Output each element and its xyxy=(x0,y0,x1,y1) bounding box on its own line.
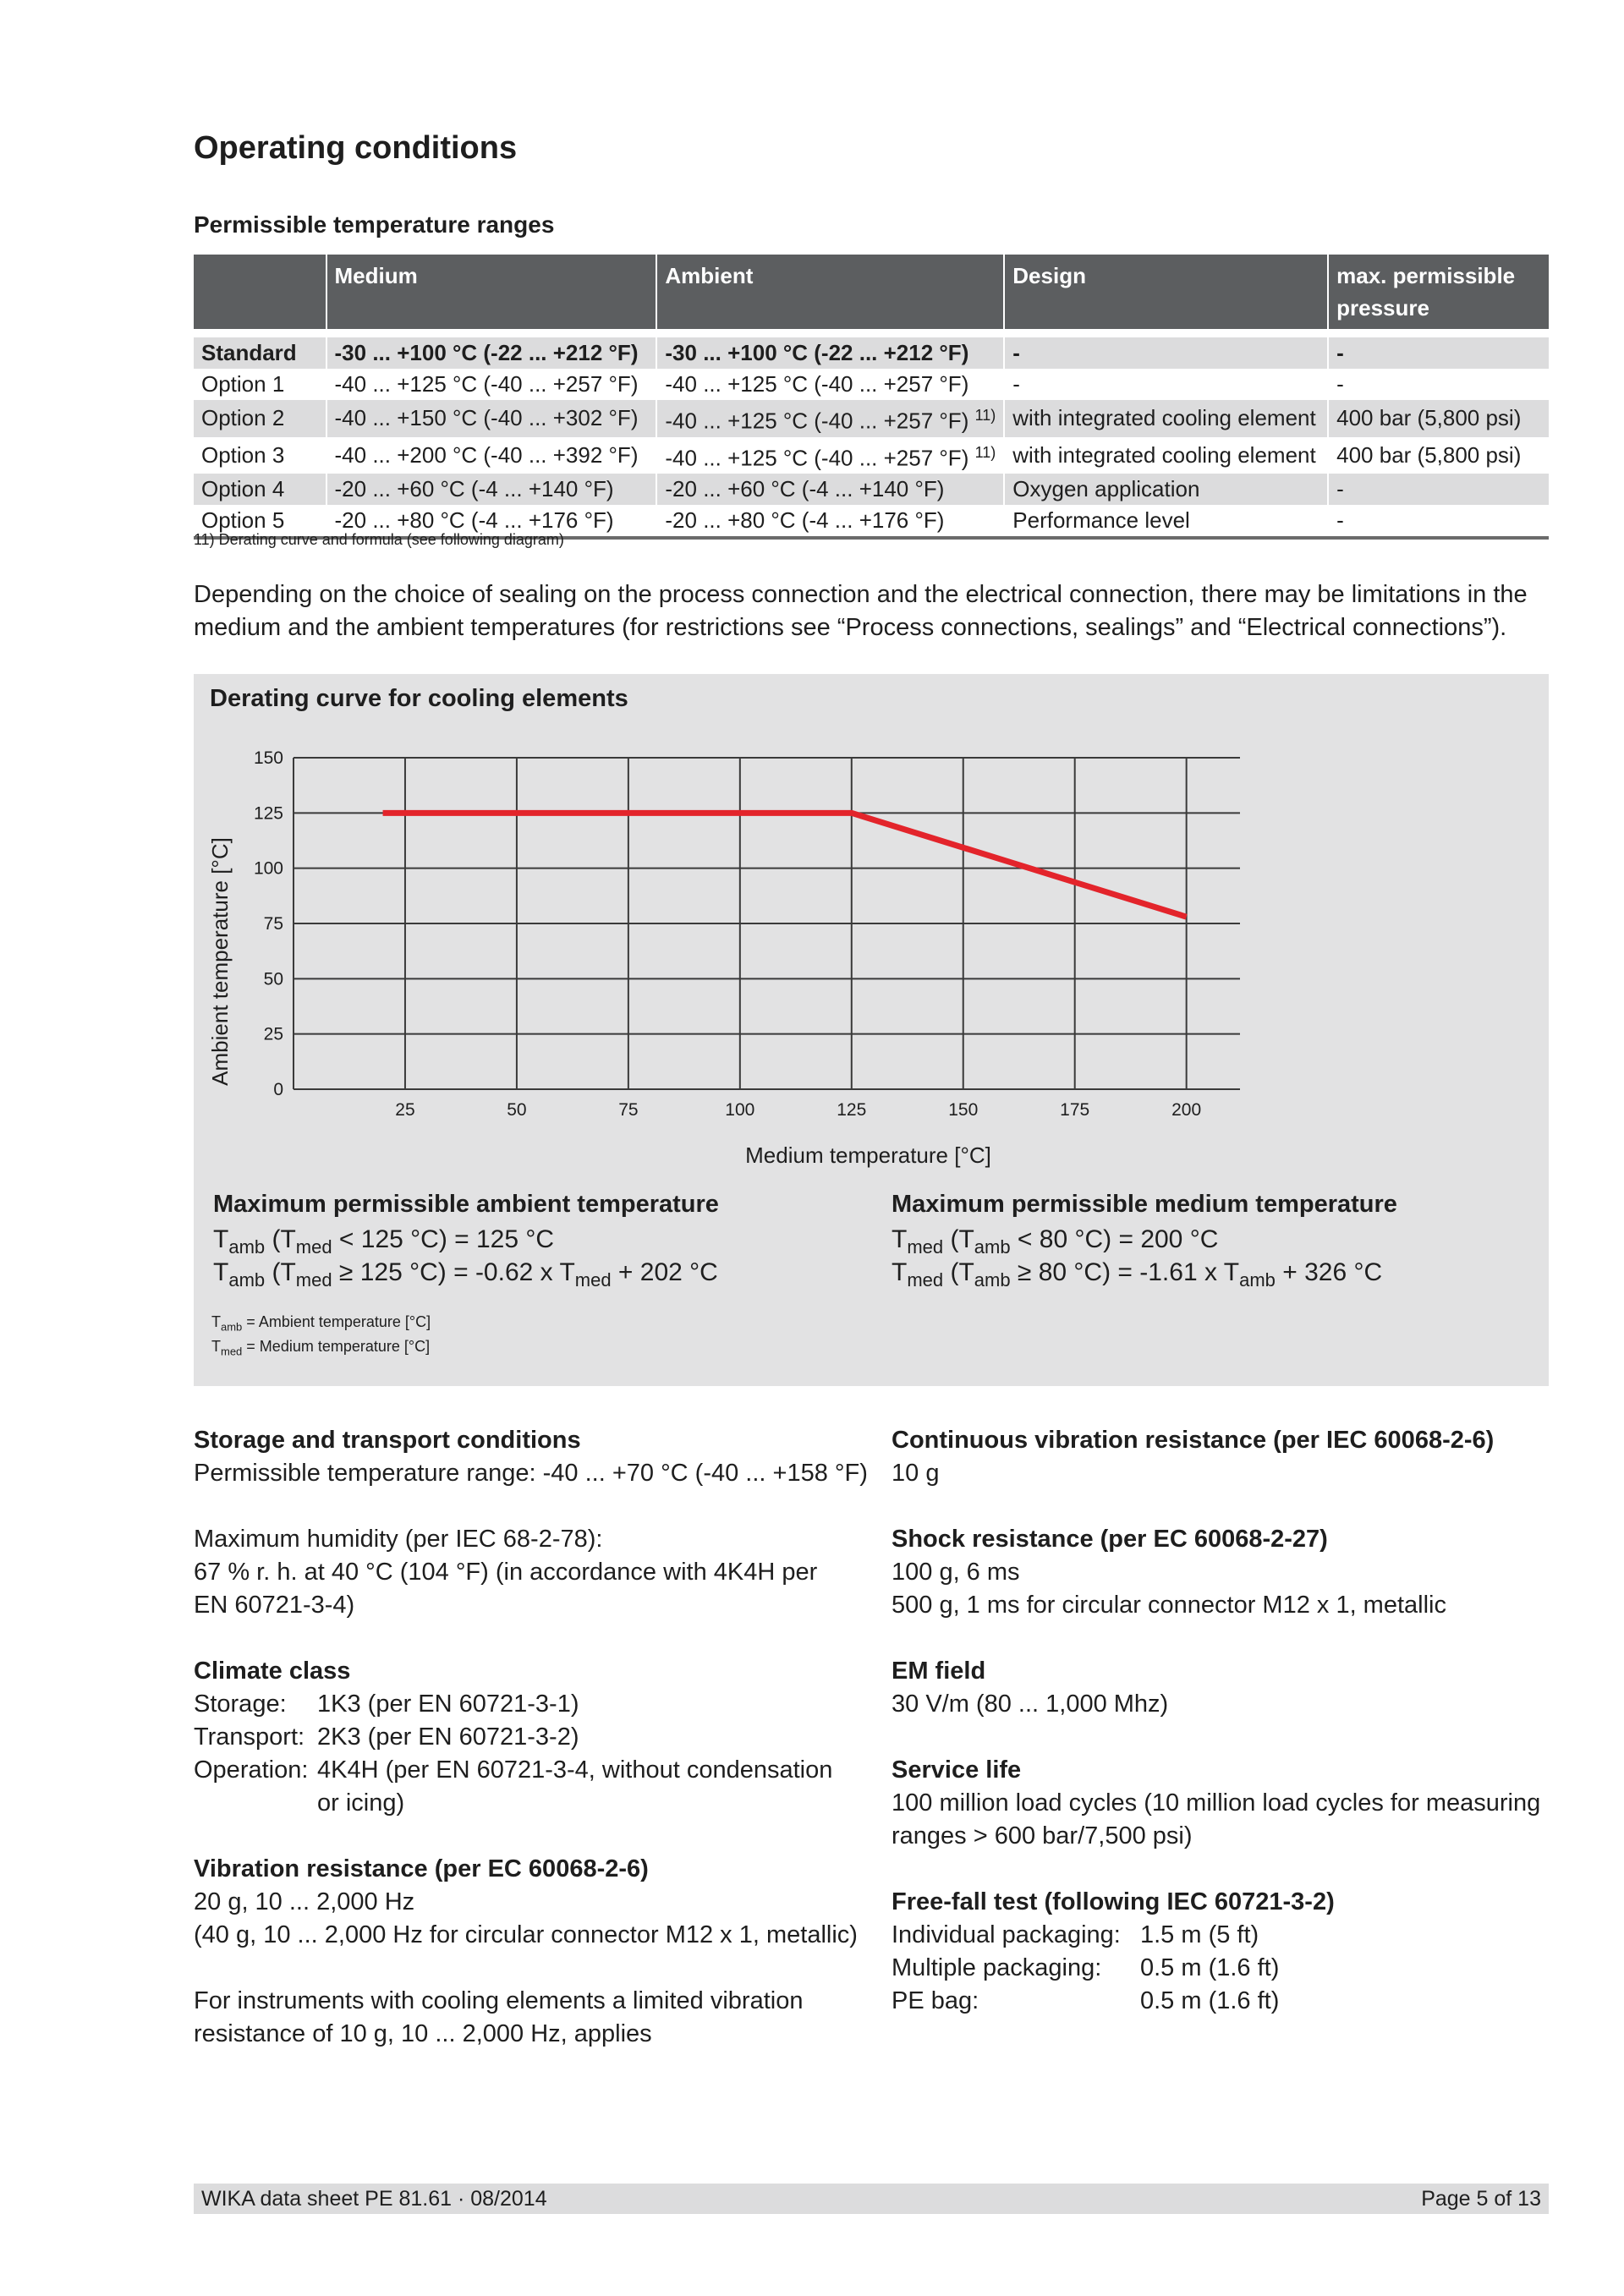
legend-med: $T_{med}$ = Medium temperature [°C] xyxy=(211,1337,431,1358)
freefall-value: 0.5 m (1.6 ft) xyxy=(1140,1987,1280,2014)
em-title: EM field xyxy=(892,1658,986,1685)
cvib-text: 10 g xyxy=(892,1460,940,1487)
derating-chart xyxy=(194,727,1549,1184)
climate-list xyxy=(194,1688,870,1820)
left-column xyxy=(194,1424,870,2051)
formula-left-title: Maximum permissible ambient temperature xyxy=(213,1191,719,1218)
formula-right-line-2: $T_{med}$ ($T_{amb} \ge 80$ °C) = -1.61 x $T_{amb} + 326$ °C xyxy=(892,1258,1383,1290)
y-tick-label: 50 xyxy=(263,969,283,989)
intro-paragraph: Depending on the choice of sealing on the process connection and the electrical connection, there may be limitations in the medium and the ambient temperatures (for restrictions see “Process connections, sealings” and “Electrical connections”). xyxy=(194,581,1528,641)
y-tick-label: 100 xyxy=(253,858,283,879)
page-footer xyxy=(194,2184,1549,2214)
table-cell: - xyxy=(1328,505,1549,538)
chart-title: Derating curve for cooling elements xyxy=(210,685,628,712)
x-tick-label: 150 xyxy=(948,1100,979,1120)
table-cell: Option 2 xyxy=(194,400,326,437)
table-cell: - xyxy=(1004,337,1328,369)
climate-value: 2K3 (per EN 60721-3-2) xyxy=(317,1723,579,1751)
y-tick-label: 150 xyxy=(253,748,283,768)
table-cell: -30 ... +100 °C (-22 ... +212 °F) xyxy=(656,337,1004,369)
freefall-label: Multiple packaging: xyxy=(892,1954,1102,1981)
y-tick-label: 125 xyxy=(253,803,283,824)
table-cell: - xyxy=(1004,369,1328,400)
legend-amb: $T_{amb}$ = Ambient temperature [°C] xyxy=(211,1313,431,1334)
shock-text-1: 100 g, 6 ms xyxy=(892,1559,1020,1586)
x-tick-label: 100 xyxy=(725,1100,755,1120)
climate-value: 4K4H (per EN 60721-3-4, without condensation or icing) xyxy=(317,1756,833,1817)
table-cell: -20 ... +80 °C (-4 ... +176 °F) xyxy=(326,505,657,538)
table-cell: 400 bar (5,800 psi) xyxy=(1328,437,1549,474)
table-row xyxy=(194,337,1549,369)
climate-title: Climate class xyxy=(194,1658,351,1685)
col-header-ambient: Ambient xyxy=(656,255,1004,329)
life-title: Service life xyxy=(892,1756,1022,1784)
climate-label: Transport: xyxy=(194,1723,305,1751)
table-cell: -20 ... +80 °C (-4 ... +176 °F) xyxy=(656,505,1004,538)
freefall-list xyxy=(892,1919,1560,2018)
shock-text-2: 500 g, 1 ms for circular connector M12 x 1, metallic xyxy=(892,1592,1446,1619)
formula-left-line-1: $T_{amb}$ ($T_{med} < 125$ °C) = 125 °C xyxy=(213,1225,555,1258)
table-cell: -30 ... +100 °C (-22 ... +212 °F) xyxy=(326,337,657,369)
table-cell: Option 1 xyxy=(194,369,326,400)
formula-right-line-1: $T_{med}$ ($T_{amb} < 80$ °C) = 200 °C xyxy=(892,1225,1219,1258)
x-tick-label: 200 xyxy=(1171,1100,1202,1120)
formula-legend xyxy=(211,1312,431,1361)
y-tick-label: 25 xyxy=(263,1024,283,1044)
x-tick-label: 125 xyxy=(837,1100,867,1120)
temperature-table xyxy=(194,255,1549,540)
table-cell: with integrated cooling element xyxy=(1004,437,1328,474)
y-tick-label: 0 xyxy=(273,1080,283,1099)
x-tick-label: 50 xyxy=(507,1100,527,1120)
table-row xyxy=(194,400,1549,437)
table-cell: Option 5 xyxy=(194,505,326,538)
storage-text: Permissible temperature range: -40 ... +70 °C (-40 ... +158 °F) xyxy=(194,1460,868,1487)
table-cell: - xyxy=(1328,337,1549,369)
humidity-title: Maximum humidity (per IEC 68-2-78): xyxy=(194,1526,603,1553)
table-cell: -40 ... +125 °C (-40 ... +257 °F) $^{11)}$ xyxy=(656,400,1004,437)
x-tick-label: 175 xyxy=(1060,1100,1090,1120)
freefall-value: 0.5 m (1.6 ft) xyxy=(1140,1954,1280,1981)
footnote-ref: 11) xyxy=(974,443,996,461)
climate-label: Operation: xyxy=(194,1756,309,1784)
table-row xyxy=(194,369,1549,400)
footer-doc-id: WIKA data sheet PE 81.61 · 08/2014 xyxy=(201,2187,547,2211)
x-tick-label: 25 xyxy=(395,1100,415,1120)
humidity-text-1: 67 % r. h. at 40 °C (104 °F) (in accordance with 4K4H per xyxy=(194,1559,818,1586)
table-cell: with integrated cooling element xyxy=(1004,400,1328,437)
freefall-title: Free-fall test (following IEC 60721-3-2) xyxy=(892,1888,1335,1915)
y-tick-label: 75 xyxy=(263,914,283,934)
freefall-label: PE bag: xyxy=(892,1987,979,2014)
climate-value: 1K3 (per EN 60721-3-1) xyxy=(317,1690,579,1718)
cvib-title: Continuous vibration resistance (per IEC 60068-2-6) xyxy=(892,1427,1495,1454)
table-cell: Oxygen application xyxy=(1004,474,1328,505)
table-cell: - xyxy=(1328,369,1549,400)
formula-right-title: Maximum permissible medium temperature xyxy=(892,1191,1397,1218)
col-header-pressure: max. permissible pressure xyxy=(1328,255,1549,329)
life-text-2: ranges > 600 bar/7,500 psi) xyxy=(892,1822,1193,1849)
table-row xyxy=(194,474,1549,505)
table-cell: -20 ... +60 °C (-4 ... +140 °F) xyxy=(656,474,1004,505)
table-cell: Option 4 xyxy=(194,474,326,505)
table-cell: Standard xyxy=(194,337,326,369)
footnote-ref: 11) xyxy=(974,407,996,424)
vib-text-2: (40 g, 10 ... 2,000 Hz for circular connector M12 x 1, metallic) xyxy=(194,1921,858,1948)
page-title: Operating conditions xyxy=(194,130,518,166)
col-header-blank xyxy=(194,255,326,329)
temp-section-title: Permissible temperature ranges xyxy=(194,211,555,238)
table-cell: -40 ... +125 °C (-40 ... +257 °F) xyxy=(656,369,1004,400)
table-cell: -40 ... +125 °C (-40 ... +257 °F) xyxy=(326,369,657,400)
table-cell: 400 bar (5,800 psi) xyxy=(1328,400,1549,437)
table-cell: Performance level xyxy=(1004,505,1328,538)
cooling-text-1: For instruments with cooling elements a limited vibration xyxy=(194,1987,804,2014)
table-row xyxy=(194,437,1549,474)
shock-title: Shock resistance (per EC 60068-2-27) xyxy=(892,1526,1328,1553)
table-cell: -40 ... +200 °C (-40 ... +392 °F) xyxy=(326,437,657,474)
table-cell: - xyxy=(1328,474,1549,505)
table-cell: -40 ... +125 °C (-40 ... +257 °F) $^{11)}$ xyxy=(656,437,1004,474)
right-column xyxy=(892,1424,1560,2018)
table-cell: -20 ... +60 °C (-4 ... +140 °F) xyxy=(326,474,657,505)
x-axis-title: Medium temperature [°C] xyxy=(745,1143,991,1168)
vib-text-1: 20 g, 10 ... 2,000 Hz xyxy=(194,1888,415,1915)
table-footnote: 11) Derating curve and formula (see following diagram) xyxy=(194,531,564,548)
y-axis-title: Ambient temperature [°C] xyxy=(207,837,233,1086)
footer-page-number: Page 5 of 13 xyxy=(1421,2187,1541,2211)
em-text: 30 V/m (80 ... 1,000 Mhz) xyxy=(892,1690,1169,1718)
climate-label: Storage: xyxy=(194,1690,287,1718)
col-header-medium: Medium xyxy=(326,255,657,329)
freefall-label: Individual packaging: xyxy=(892,1921,1121,1948)
humidity-text-2: EN 60721-3-4) xyxy=(194,1592,355,1619)
table-cell: -40 ... +150 °C (-40 ... +302 °F) xyxy=(326,400,657,437)
x-tick-label: 75 xyxy=(618,1100,639,1120)
storage-title: Storage and transport conditions xyxy=(194,1427,581,1454)
formula-left-line-2: $T_{amb}$ ($T_{med} \ge 125$ °C) = -0.62 x $T_{med} + 202$ °C xyxy=(213,1258,718,1290)
col-header-design: Design xyxy=(1004,255,1328,329)
life-text-1: 100 million load cycles (10 million load cycles for measuring xyxy=(892,1789,1541,1817)
freefall-value: 1.5 m (5 ft) xyxy=(1140,1921,1259,1948)
cooling-text-2: resistance of 10 g, 10 ... 2,000 Hz, applies xyxy=(194,2020,652,2047)
vib-title: Vibration resistance (per EC 60068-2-6) xyxy=(194,1855,649,1882)
table-cell: Option 3 xyxy=(194,437,326,474)
